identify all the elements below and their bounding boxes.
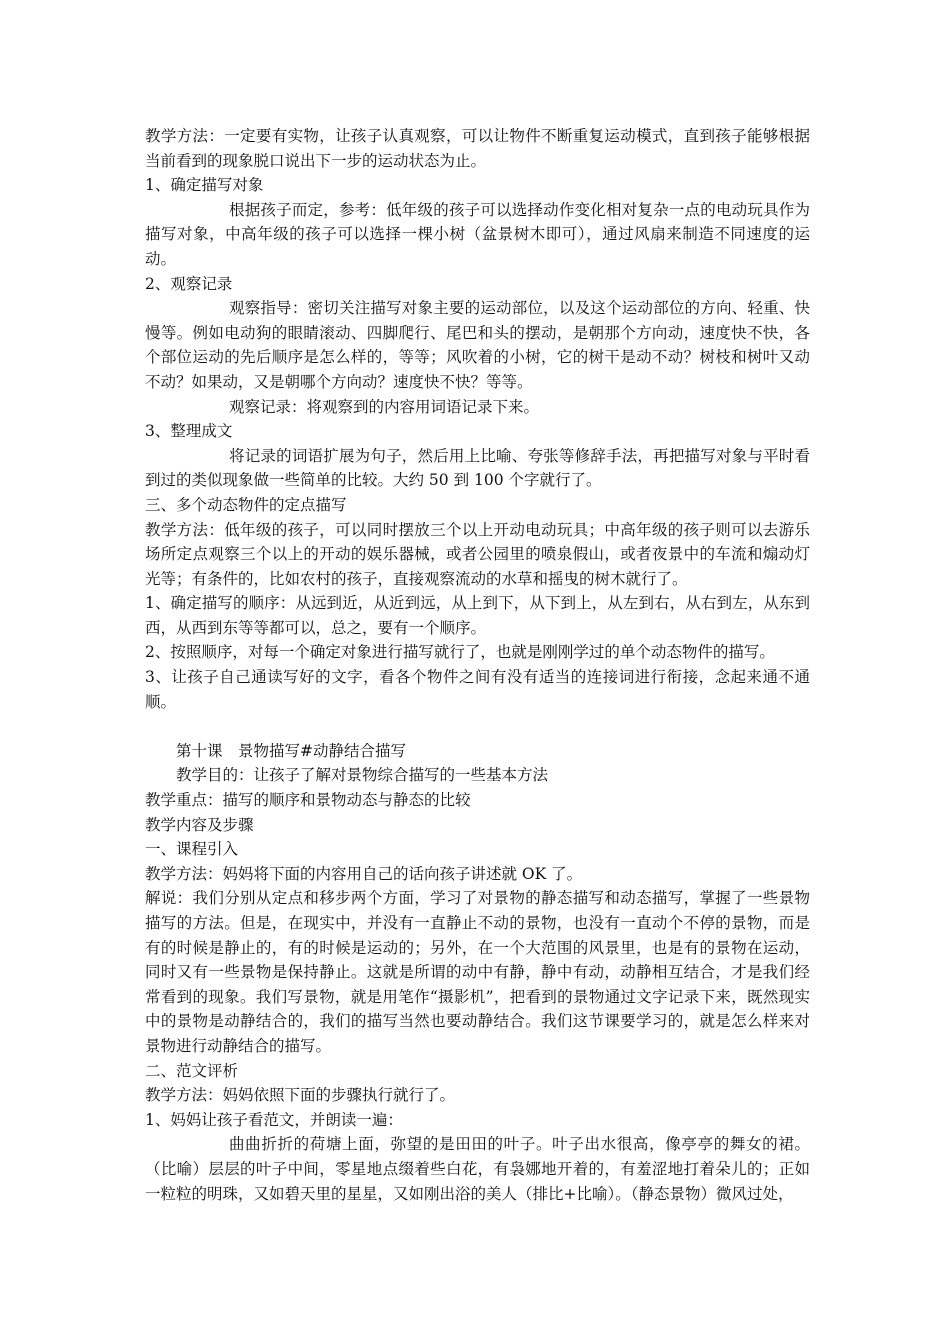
paragraph-explanation: 解说：我们分别从定点和移步两个方面，学习了对景物的静态描写和动态描写，掌握了一些景物描写的方法。但是，在现实中，并没有一直静止不动的景物，也没有一直动个不停的景物，而是有的时候是静止的，有的时候是运动的；另外，在一个大范围的风景里，也是有的景物在运动，同时又有一些景物是保持静止。这就是所谓的动中有静，静中有动，动静相互结合，才是我们经常看到的现象。我们写景物，就是用笔作“摄影机”，把看到的景物通过文字记录下来，既然现实中的景物是动静结合的，我们的描写当然也要动静结合。我们这节课要学习的，就是怎么样来对景物进行动静结合的描写。 [145, 889, 810, 1055]
heading-step-3: 3、整理成文 [145, 422, 233, 441]
paragraph-method-3: 教学方法：妈妈将下面的内容用自己的话向孩子讲述就 OK 了。 [145, 864, 583, 883]
heading-section-3: 三、多个动态物件的定点描写 [145, 495, 347, 514]
paragraph-method-1: 教学方法：一定要有实物，让孩子认真观察，可以让物件不断重复运动模式，直到孩子能够根据当前看到的现象脱口说出下一步的运动状态为止。 [145, 127, 810, 170]
paragraph-read-sample: 1、妈妈让孩子看范文，并朗读一遍： [145, 1110, 403, 1129]
paragraph-sample-text: 曲曲折折的荷塘上面，弥望的是田田的叶子。叶子出水很高，像亭亭的舞女的裙。（比喻）层层的叶子中间，零星地点缀着些白花，有袅娜地开着的，有羞涩地打着朵儿的；正如一粒粒的明珠，又如碧天里的星星，又如刚出浴的美人（排比+比喻）。（静态景物）微风过处， [145, 1135, 810, 1203]
paragraph-read-through: 3、让孩子自己通读写好的文字，看各个物件之间有没有适当的连接词进行衔接，念起来通不通顺。 [145, 668, 810, 711]
blank-line [145, 714, 810, 739]
paragraph-focus: 教学重点：描写的顺序和景物动态与静态的比较 [145, 791, 471, 810]
heading-intro: 一、课程引入 [145, 840, 239, 859]
paragraph-describe: 2、按照顺序，对每一个确定对象进行描写就行了，也就是刚刚学过的单个动态物件的描写。 [145, 643, 775, 662]
document-page [145, 124, 810, 1206]
paragraph-content-steps: 教学内容及步骤 [145, 815, 254, 834]
heading-step-2: 2、观察记录 [145, 274, 233, 293]
heading-step-1: 1、确定描写对象 [145, 176, 264, 195]
paragraph-goal: 教学目的：让孩子了解对景物综合描写的一些基本方法 [176, 766, 549, 785]
paragraph-observation-record: 观察记录：将观察到的内容用词语记录下来。 [229, 397, 540, 416]
paragraph-method-4: 教学方法：妈妈依照下面的步骤执行就行了。 [145, 1086, 456, 1105]
paragraph-step-3-body: 将记录的词语扩展为句子，然后用上比喻、夸张等修辞手法，再把描写对象与平时看到过的类似现象做一些简单的比较。大约 50 到 100 个字就行了。 [145, 446, 810, 490]
heading-analysis: 二、范文评析 [145, 1061, 239, 1080]
paragraph-method-2: 教学方法：低年级的孩子，可以同时摆放三个以上开动电动玩具；中高年级的孩子则可以去游乐场所定点观察三个以上的开动的娱乐器械，或者公园里的喷泉假山，或者夜景中的车流和煽动灯光等；有条件的，比如农村的孩子，直接观察流动的水草和摇曳的树木就行了。 [145, 520, 810, 588]
lesson-title: 第十课 景物描写#动静结合描写 [176, 741, 406, 760]
paragraph-order: 1、确定描写的顺序：从远到近，从近到远，从上到下，从下到上，从左到右，从右到左，从东到西，从西到东等等都可以，总之，要有一个顺序。 [145, 594, 810, 637]
paragraph-step-1-body: 根据孩子而定，参考：低年级的孩子可以选择动作变化相对复杂一点的电动玩具作为描写对象，中高年级的孩子可以选择一棵小树（盆景树木即可），通过风扇来制造不同速度的运动。 [145, 200, 810, 268]
paragraph-observation-guide: 观察指导：密切关注描写对象主要的运动部位，以及这个运动部位的方向、轻重、快慢等。例如电动狗的眼睛滚动、四脚爬行、尾巴和头的摆动，是朝那个方向动，速度快不快，各个部位运动的先后顺序是怎么样的，等等；风吹着的小树，它的树干是动不动？树枝和树叶又动不动？如果动，又是朝哪个方向动？速度快不快？等等。 [145, 299, 810, 391]
